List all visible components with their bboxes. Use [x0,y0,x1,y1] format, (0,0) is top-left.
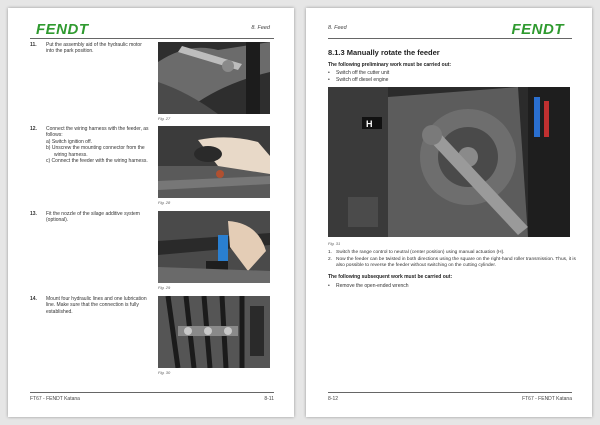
footer-doc-title: FT67 - FENDT Katana [30,396,80,402]
page-number: 8-11 [264,396,274,402]
header-divider [30,38,274,39]
fendt-logo: FENDT [36,21,89,38]
figure-caption: Fig. 28 [158,200,171,205]
step-number: 2. [328,257,333,262]
section-title: 8.1.3 Manually rotate the feeder [328,48,440,57]
sub-step-c: c) Connect the feeder with the wiring harness. [46,158,148,165]
step-number: 11. [30,42,37,48]
step-number: 12. [30,126,37,132]
footer-divider [328,392,572,393]
sub-step-b: b) Unscrew the mounting connector from the wiring harness. [46,145,145,158]
section-label: 8. Feed [251,25,270,31]
figure-29-photo [158,211,270,283]
figure-caption: Fig. 29 [158,285,171,290]
step-text: Switch the range control to neutral (center position) using manual actuation (H). [336,250,505,255]
sub-step-a: a) Switch ignition off. [46,138,93,145]
fendt-logo: FENDT [511,21,564,38]
step-1 [328,250,578,256]
step-text: Put the assembly aid of the hydraulic motor into the park position. [46,42,142,55]
page-number: 8-12 [328,396,339,402]
section-label: 8. Feed [328,25,347,31]
subsequent-item: • Remove the open-ended wrench [328,283,409,289]
prelim-heading: The following preliminary work must be carried out: [328,62,452,68]
figure-caption: Fig. 30 [158,370,171,375]
footer-doc-title: FT67 - FENDT Katana [522,396,572,402]
step-number: 14. [30,296,37,302]
figure-caption: Fig. 31 [328,241,341,246]
figure-27-photo [158,42,270,114]
figure-caption: Fig. 27 [158,116,171,121]
figure-28-photo [158,126,270,198]
header-divider [328,38,572,39]
step-text: Fit the nozzle of the silage additive system (optional). [46,211,140,224]
left-page [8,8,294,417]
prelim-item: • Switch off the cutter unit [328,70,390,76]
right-page [306,8,592,417]
step-text: Mount four hydraulic lines and one lubrication line. Make sure that the connection is fully established. [46,296,147,315]
step-2 [328,257,578,269]
step-text: Now the feeder can be twisted in both directions using the square on the right-hand roller transmission. Thus, it is also possible to reverse the feeder without switching on the cutting cylinder. [336,257,576,268]
photo-label-h: H [366,119,373,129]
subsequent-heading: The following subsequent work must be carried out: [328,274,453,280]
figure-31-photo [328,87,570,237]
step-number: 13. [30,211,37,217]
footer-divider [30,392,274,393]
prelim-item: • Switch off diesel engine [328,77,389,83]
step-text: Connect the wiring harness with the feeder, as follows: [46,126,149,139]
step-number: 1. [328,250,333,255]
figure-30-photo [158,296,270,368]
